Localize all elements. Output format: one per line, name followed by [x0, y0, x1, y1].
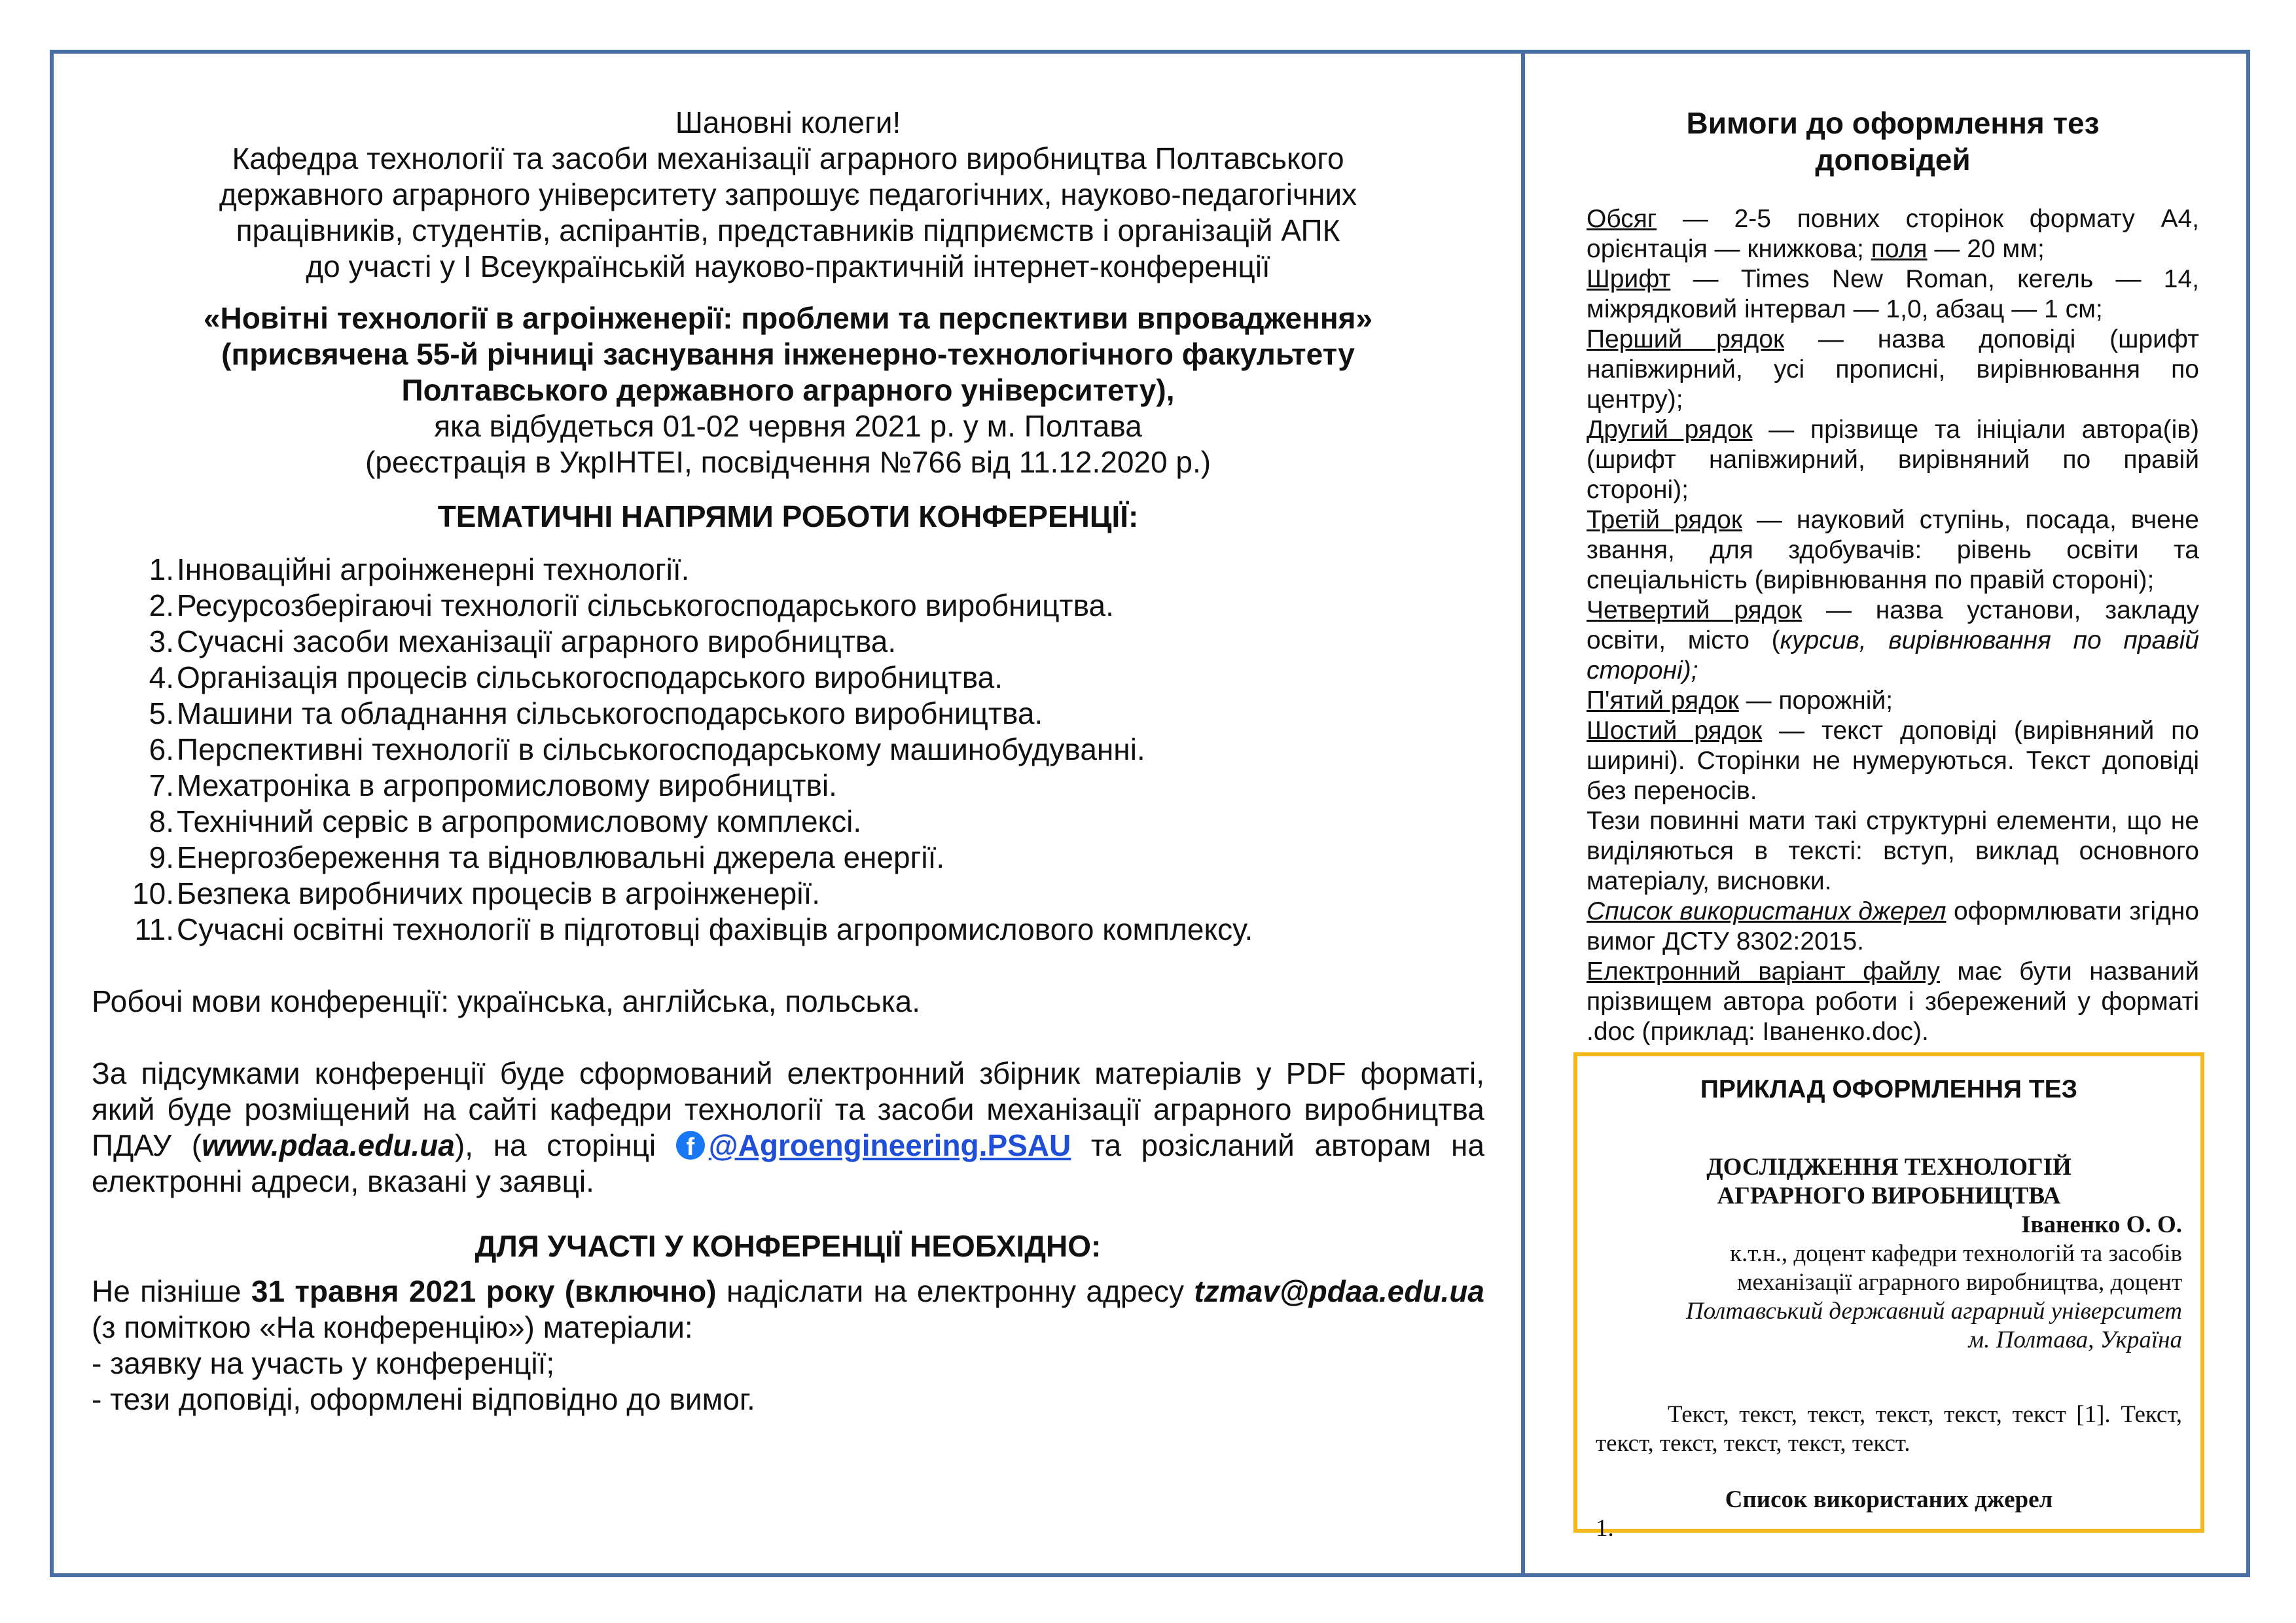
example-title-line: ДОСЛІДЖЕННЯ ТЕХНОЛОГІЙ	[1706, 1154, 2072, 1181]
req-text: — прізвище та ініціали автора(ів) (шрифт напівжирний, вирівняний по правій стороні);	[1587, 416, 2199, 504]
results-text: За підсумками конференції буде сформований електронний збірник матеріалів у PDF форматі, який буде розміщений на сайті кафедри технології та засоби механізації аграрного виробництва ПДАУ (	[92, 1056, 1484, 1162]
req-line6	[1587, 716, 2199, 806]
req-line2	[1587, 415, 2199, 505]
materials-item: - тези доповіді, оформлені відповідно до вимог.	[92, 1382, 755, 1416]
example-refs-item: 1.	[1596, 1515, 1614, 1542]
req-text: — науковий ступінь, посада, вчене звання, для здобувачів: рівень освіти та спеціальність (вирівнювання по правій стороні);	[1587, 506, 2199, 594]
requirements-title	[1587, 105, 2199, 178]
req-label: Список використаних джерел	[1587, 897, 1946, 925]
req-font	[1587, 264, 2199, 325]
requirements-title-line: Вимоги до оформлення тез	[1686, 106, 2100, 140]
req-volume	[1587, 204, 2199, 264]
topic-text: Перспективні технології в сільськогосподарському машинобудуванні.	[177, 732, 1145, 766]
req-label: Третій рядок	[1587, 506, 1742, 534]
topic-text: Організація процесів сільськогосподарського виробництва.	[177, 660, 1003, 694]
email-link[interactable]: tzmav@pdaa.edu.ua	[1194, 1274, 1485, 1308]
results-paragraph	[92, 1056, 1484, 1200]
topic-number: 5.	[149, 696, 174, 730]
req-label: Другий рядок	[1587, 416, 1753, 444]
list-item	[92, 768, 1484, 804]
example-author: Іваненко О. О.	[2021, 1211, 2182, 1238]
req-label: Електронний варіант файлу	[1587, 957, 1940, 986]
req-line4	[1587, 596, 2199, 686]
conference-title	[92, 300, 1484, 408]
facebook-icon: f	[676, 1131, 705, 1160]
req-text: — текст доповіді (вирівняний по ширині). Сторінки не нумеруються. Текст доповіді без переносів.	[1587, 717, 2199, 805]
req-text: — Times New Roman, кегель — 14, міжрядковий інтервал — 1,0, абзац — 1 см;	[1587, 265, 2199, 323]
list-item	[92, 696, 1484, 732]
example-position-line: к.т.н., доцент кафедри технологій та засобів	[1729, 1240, 2182, 1267]
topic-number: 4.	[149, 660, 174, 694]
deadline-paragraph	[92, 1274, 1484, 1346]
req-label: Обсяг	[1587, 205, 1657, 233]
topic-number: 6.	[149, 732, 174, 766]
example-position	[1596, 1240, 2182, 1297]
intro-text	[92, 141, 1484, 285]
req-text: — порожній;	[1738, 687, 1893, 715]
materials-item: - заявку на участь у конференції;	[92, 1346, 555, 1380]
topic-number: 3.	[149, 624, 174, 658]
site-link[interactable]: www.pdaa.edu.ua	[202, 1128, 455, 1162]
req-label: Шостий рядок	[1587, 717, 1763, 745]
requirements-list	[1587, 204, 2199, 1047]
topic-number: 7.	[149, 768, 174, 802]
req-structure: Тези повинні мати такі структурні елементи, що не виділяються в тексті: вступ, виклад основного матеріалу, висновки.	[1587, 807, 2199, 895]
example-refs-heading: Список використаних джерел	[1725, 1486, 2053, 1513]
list-item	[92, 840, 1484, 876]
topic-text: Сучасні засоби механізації аграрного виробництва.	[177, 624, 897, 658]
req-file	[1587, 957, 2199, 1047]
topic-text: Ресурсозберігаючі технології сільськогосподарського виробництва.	[177, 588, 1114, 622]
req-label: Перший рядок	[1587, 325, 1785, 353]
example-heading: ПРИКЛАД ОФОРМЛЕННЯ ТЕЗ	[1700, 1075, 2078, 1103]
topic-text: Мехатроніка в агропромисловому виробництві.	[177, 768, 837, 802]
deadline-text: Не пізніше	[92, 1274, 242, 1308]
req-label: Шрифт	[1587, 265, 1671, 293]
example-title-line: АГРАРНОГО ВИРОБНИЦТВА	[1717, 1183, 2061, 1209]
example-city: м. Полтава, Україна	[1968, 1327, 2182, 1353]
topic-text: Інноваційні агроінженерні технології.	[177, 552, 690, 586]
list-item	[92, 552, 1484, 588]
example-position-line: механізації аграрного виробництва, доцент	[1737, 1269, 2182, 1296]
req-text: — 20 мм;	[1927, 235, 2045, 263]
conference-date: яка відбудеться 01-02 червня 2021 р. у м. Полтава	[434, 409, 1142, 443]
req-text: — назва установи, закладу освіти, місто (	[1587, 596, 2199, 654]
req-line3	[1587, 505, 2199, 596]
column-divider	[1521, 50, 1525, 1577]
title-line: «Новітні технології в агроінженерії: проблеми та перспективи впровадження»	[203, 301, 1373, 335]
list-item	[92, 588, 1484, 624]
topic-text: Сучасні освітні технології в підготовці фахівців агропромислового комплексу.	[177, 912, 1253, 946]
topic-number: 11.	[134, 912, 174, 946]
topic-text: Машини та обладнання сільськогосподарського виробництва.	[177, 696, 1043, 730]
topic-number: 1.	[149, 552, 174, 586]
deadline-text: надіслати на електронну адресу	[726, 1274, 1184, 1308]
list-item	[92, 804, 1484, 840]
intro-line: Кафедра технології та засоби механізації аграрного виробництва Полтавського	[232, 141, 1344, 175]
intro-line: до участі у І Всеукраїнській науково-практичній інтернет-конференції	[306, 249, 1270, 283]
list-item	[92, 876, 1484, 912]
req-text: має бути названий прізвищем автора роботи і збережений у форматі .doc (приклад: Іваненко.doc).	[1587, 957, 2199, 1046]
deadline-text: (з поміткою «На конференцію») матеріали:	[92, 1310, 693, 1344]
greeting: Шановні колеги!	[675, 105, 901, 139]
intro-line: працівників, студентів, аспірантів, представників підприємств і організацій АПК	[236, 213, 1340, 247]
invitation-column	[92, 105, 1484, 1418]
topic-number: 10.	[132, 876, 174, 910]
topics-heading: ТЕМАТИЧНІ НАПРЯМИ РОБОТИ КОНФЕРЕНЦІЇ:	[437, 499, 1139, 533]
registration-info: (реєстрація в УкрІНТЕІ, посвідчення №766 від 11.12.2020 р.)	[365, 445, 1211, 479]
list-item	[92, 624, 1484, 660]
req-text: — назва доповіді (шрифт напівжирний, усі прописні, вирівнювання по центру);	[1587, 325, 2200, 414]
requirements-title-line: доповідей	[1815, 143, 1971, 177]
example-body-text: Текст, текст, текст, текст, текст, текст [1]. Текст, текст, текст, текст, текст, текст.	[1596, 1401, 2182, 1457]
intro-line: державного аграрного університету запрошує педагогічних, науково-педагогічних	[219, 177, 1357, 211]
title-line: Полтавського державного аграрного університету),	[401, 373, 1175, 407]
example-paper-title	[1596, 1153, 2182, 1211]
req-references	[1587, 897, 2199, 957]
topic-text: Технічний сервіс в агропромисловому комплексі.	[177, 804, 862, 838]
list-item	[92, 660, 1484, 696]
req-text: — 2-5 повних сторінок формату А4, орієнтація — книжкова;	[1587, 205, 2199, 263]
req-label: П'ятий рядок	[1587, 687, 1739, 715]
example-box	[1573, 1052, 2204, 1542]
list-item	[92, 732, 1484, 768]
req-text: курсив, вирівнювання по правій стороні);	[1587, 626, 2199, 685]
topic-text: Енергозбереження та відновлювальні джерела енергії.	[177, 840, 945, 874]
topics-list	[92, 552, 1484, 948]
req-line1	[1587, 325, 2199, 415]
results-text: ), на сторінці	[454, 1128, 656, 1162]
example-institution: Полтавський державний аграрний університет	[1685, 1298, 2182, 1325]
working-languages: Робочі мови конференції: українська, англійська, польська.	[92, 984, 921, 1018]
topic-number: 9.	[149, 840, 174, 874]
deadline-date: 31 травня 2021 року (включно)	[251, 1274, 717, 1308]
requirements-column	[1587, 105, 2199, 1047]
title-line: (присвячена 55-й річниці заснування інженерно-технологічного факультету	[221, 337, 1355, 371]
list-item	[92, 912, 1484, 948]
req-line5	[1587, 686, 2199, 716]
topic-number: 2.	[149, 588, 174, 622]
results-text: та розісланий авторам на електронні адреси, вказані у заявці.	[92, 1128, 1485, 1198]
topic-number: 8.	[149, 804, 174, 838]
req-label: Четвертий рядок	[1587, 596, 1803, 624]
req-label: поля	[1871, 235, 1928, 263]
facebook-page-link[interactable]: @Agroengineering.PSAU	[708, 1128, 1071, 1162]
topic-text: Безпека виробничих процесів в агроінженерії.	[177, 876, 821, 910]
req-text: оформлювати згідно вимог ДСТУ 8302:2015.	[1587, 897, 2199, 955]
participation-heading: ДЛЯ УЧАСТІ У КОНФЕРЕНЦІЇ НЕОБХІДНО:	[475, 1229, 1102, 1263]
